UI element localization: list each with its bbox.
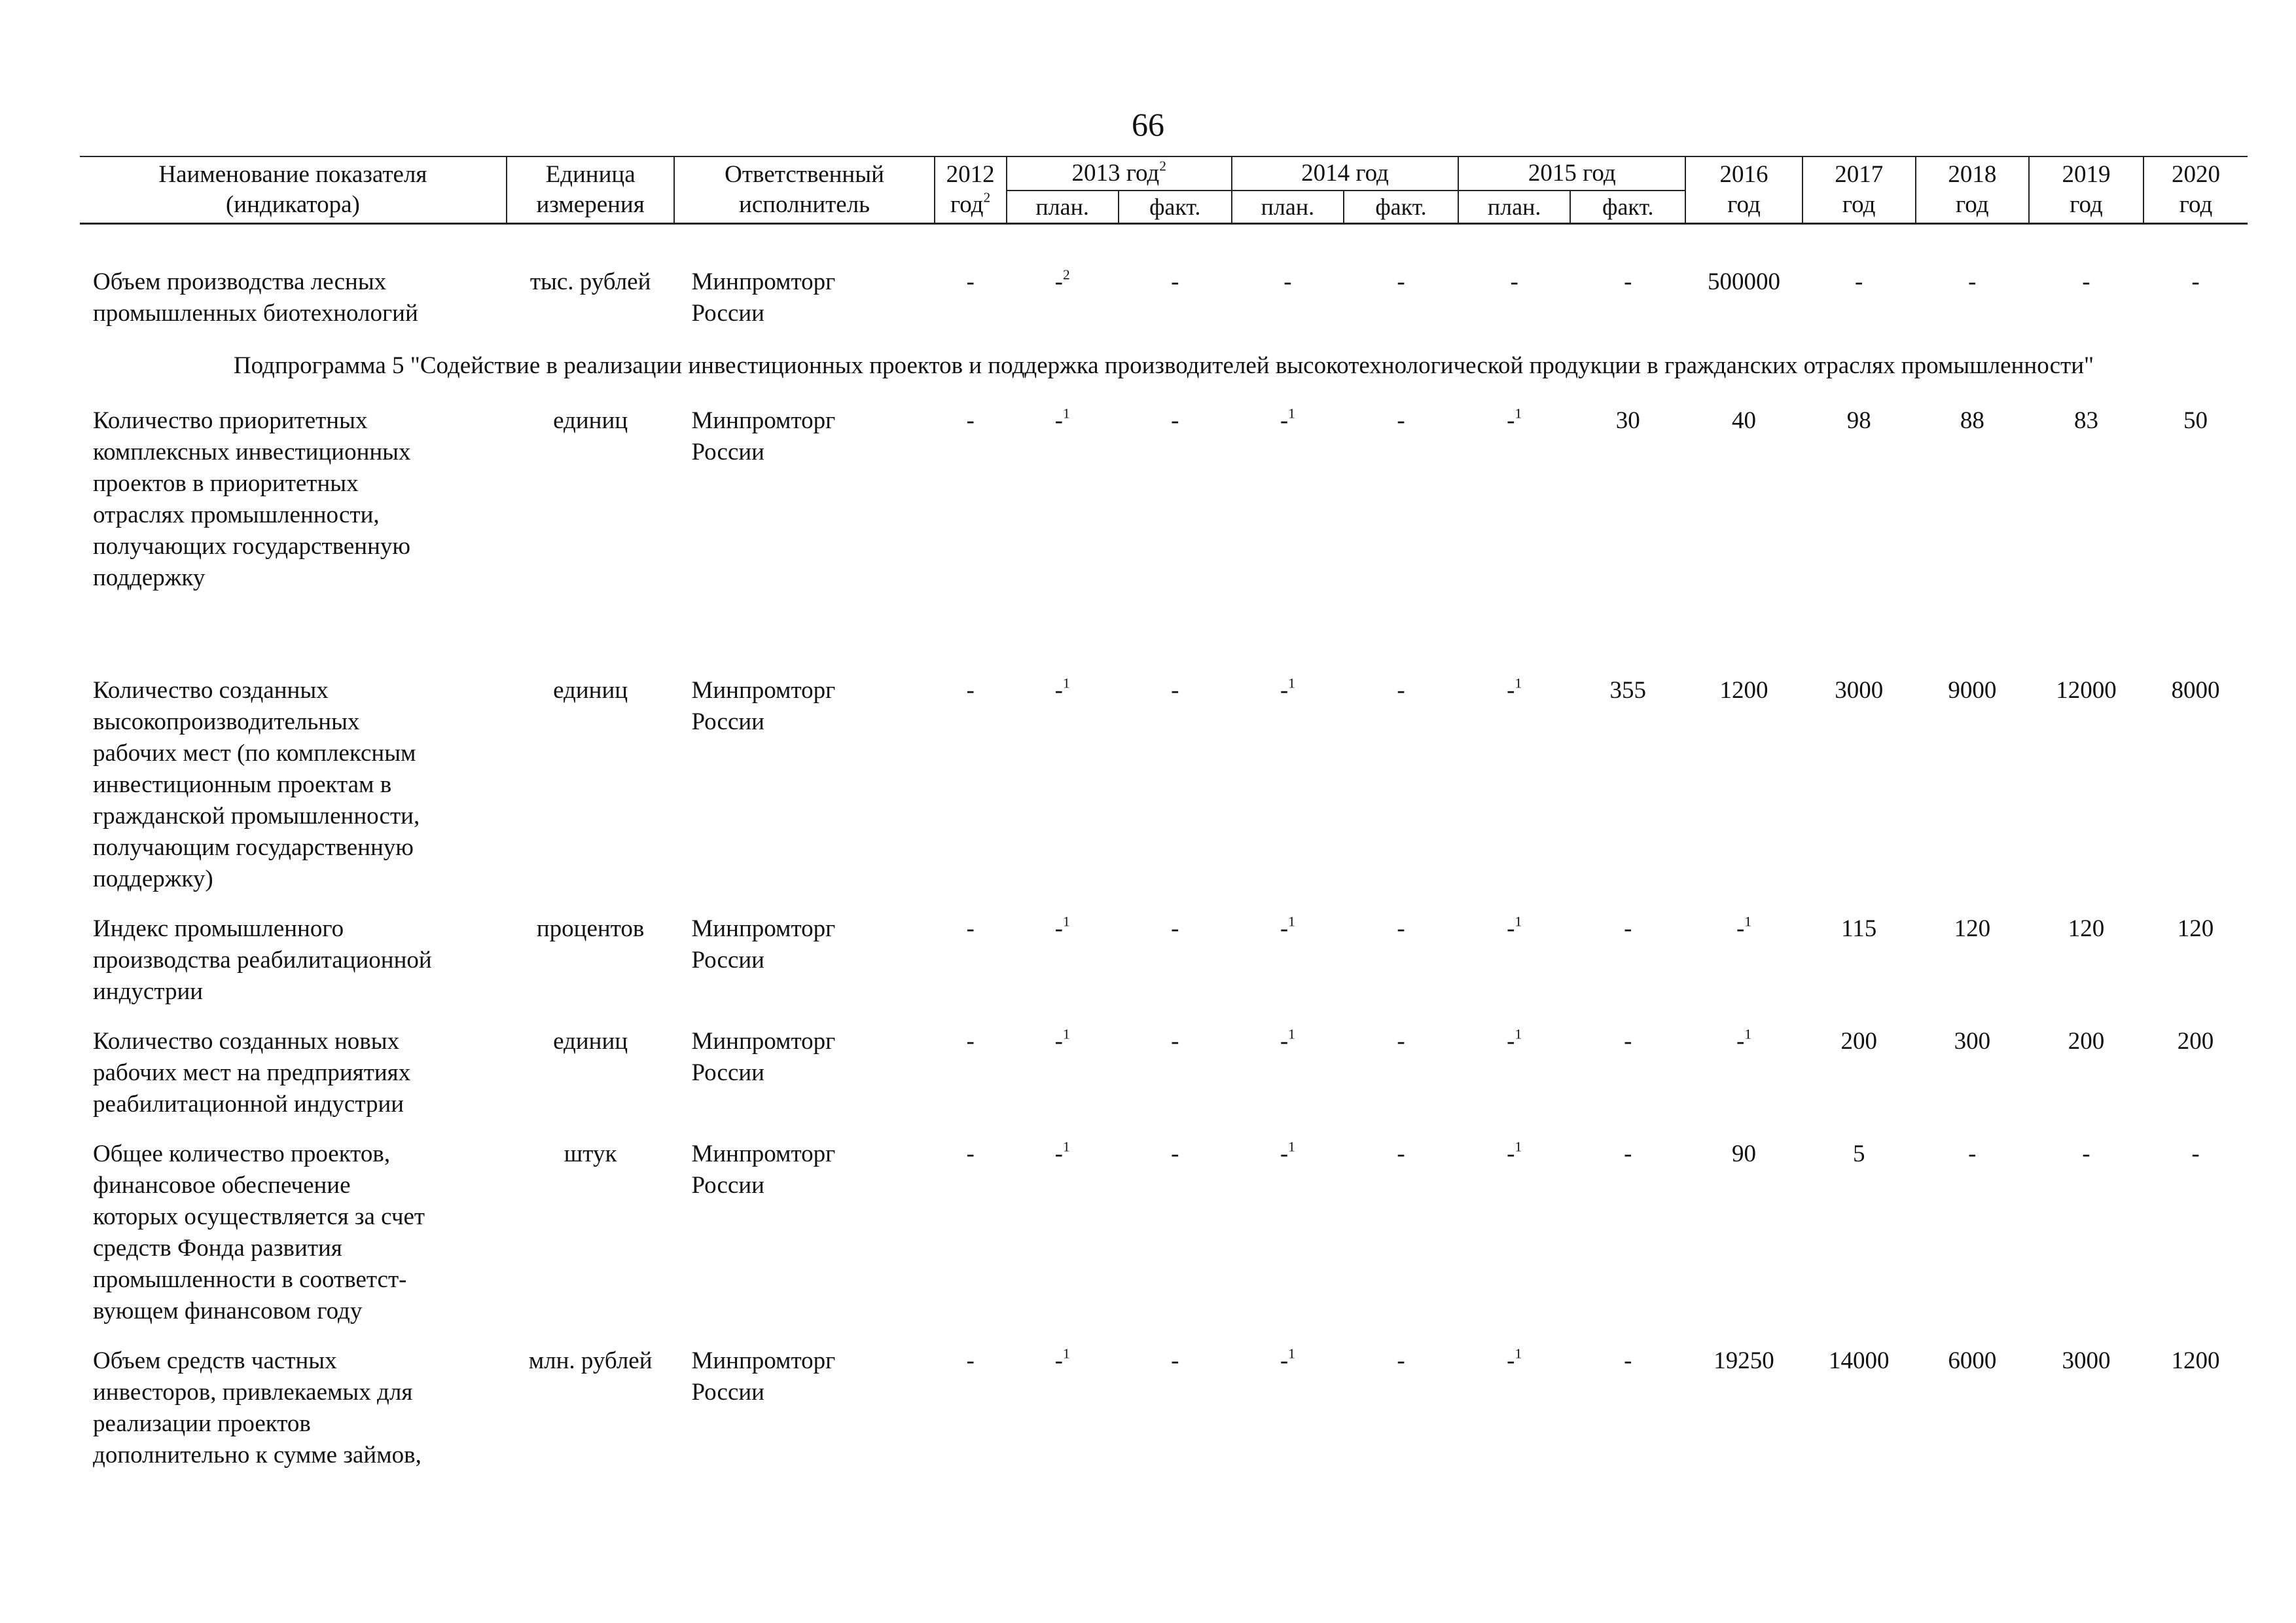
value-2018: 88 xyxy=(1960,407,1984,434)
value-2015-fact: - xyxy=(1624,915,1632,942)
subprogram-row xyxy=(80,338,2248,396)
header-2015-fact: факт. xyxy=(1570,191,1685,224)
value-2014-fact: - xyxy=(1397,1347,1405,1374)
indicator-name: Количество созданных высокопроизводительных рабочих мест (по комплексным инвестиционным проектам в гражданской промышленности, получающим государственную поддержку) xyxy=(93,677,420,892)
value-2012: - xyxy=(966,677,975,704)
indicator-name: Объем производства лесных промышленных биотехнологий xyxy=(93,268,418,327)
value-2017: 98 xyxy=(1846,407,1871,434)
header-2014-plan: план. xyxy=(1232,191,1344,224)
table-row xyxy=(80,1129,2248,1336)
value-2018: - xyxy=(1968,1140,1977,1167)
indicator-name: Количество созданных новых рабочих мест на предприятиях реабилитационной индустрии xyxy=(93,1028,411,1118)
value-2013-fact: - xyxy=(1171,268,1179,295)
value-2016: 19250 xyxy=(1713,1347,1774,1374)
value-2014-plan: - xyxy=(1283,268,1292,295)
header-2016: 2016 год xyxy=(1685,156,1802,224)
header-2014-fact: факт. xyxy=(1344,191,1458,224)
indicator-unit: единиц xyxy=(553,407,628,434)
value-2014-plan: -$^1$ xyxy=(1280,1026,1295,1055)
value-2012: - xyxy=(966,1140,975,1167)
value-2019: 3000 xyxy=(2062,1347,2111,1374)
value-2017: 200 xyxy=(1840,1028,1877,1055)
indicators-table xyxy=(80,156,2248,1480)
value-2020: - xyxy=(2191,1140,2200,1167)
indicator-name: Общее количество проектов, финансовое обеспечение которых осуществляется за счет средств Фонда развития промышленности в соответст- вующем финансовом году xyxy=(93,1140,425,1324)
value-2018: 9000 xyxy=(1948,677,1997,704)
value-2014-fact: - xyxy=(1397,1140,1405,1167)
table-row xyxy=(80,257,2248,338)
value-2014-plan: -$^1$ xyxy=(1280,1345,1295,1374)
header-2013-plan: план. xyxy=(1007,191,1119,224)
value-2017: 5 xyxy=(1852,1140,1865,1167)
value-2018: - xyxy=(1968,268,1977,295)
value-2013-plan: -$^1$ xyxy=(1054,1139,1070,1167)
subprogram-title: Подпрограмма 5 "Содействие в реализации инвестиционных проектов и поддержка производителей высокотехнологической продукции в гражданских отраслях промышленности" xyxy=(233,352,2094,379)
indicator-executor: Минпромторг России xyxy=(691,268,836,327)
header-2018: 2018 год xyxy=(1916,156,2029,224)
value-2015-fact: - xyxy=(1624,1347,1632,1374)
table-row xyxy=(80,904,2248,1017)
value-2014-fact: - xyxy=(1397,407,1405,434)
table-body xyxy=(80,224,2248,1481)
value-2013-fact: - xyxy=(1171,1140,1179,1167)
indicator-unit: единиц xyxy=(553,1028,628,1055)
value-2015-plan: -$^1$ xyxy=(1507,1026,1522,1055)
value-2014-plan: -$^1$ xyxy=(1280,1139,1295,1167)
value-2018: 120 xyxy=(1954,915,1991,942)
indicator-executor: Минпромторг России xyxy=(691,1028,836,1086)
indicator-unit: единиц xyxy=(553,677,628,704)
value-2013-plan: -$^1$ xyxy=(1054,675,1070,704)
value-2013-fact: - xyxy=(1171,1028,1179,1055)
value-2013-plan: -$^1$ xyxy=(1054,913,1070,942)
header-2015-plan: план. xyxy=(1458,191,1570,224)
value-2016: -$^1$ xyxy=(1736,913,1752,942)
value-2014-plan: -$^1$ xyxy=(1280,675,1295,704)
indicator-name: Объем средств частных инвесторов, привлекаемых для реализации проектов дополнительно к сумме займов, xyxy=(93,1347,422,1468)
value-2020: 8000 xyxy=(2171,677,2220,704)
indicator-name: Индекс промышленного производства реабилитационной индустрии xyxy=(93,915,432,1005)
table-row xyxy=(80,666,2248,904)
value-2017: - xyxy=(1855,268,1863,295)
value-2014-plan: -$^1$ xyxy=(1280,913,1295,942)
value-2015-plan: -$^1$ xyxy=(1507,675,1522,704)
indicator-executor: Минпромторг России xyxy=(691,915,836,974)
page-number: 66 xyxy=(1132,106,1164,143)
value-2019: 12000 xyxy=(2056,677,2117,704)
value-2015-plan: -$^1$ xyxy=(1507,1345,1522,1374)
header-executor: Ответственный исполнитель xyxy=(674,156,934,224)
value-2016: 90 xyxy=(1732,1140,1757,1167)
value-2015-fact: - xyxy=(1624,1140,1632,1167)
value-2015-fact: 355 xyxy=(1609,677,1647,704)
indicator-unit: штук xyxy=(564,1140,617,1167)
header-2013: 2013 год$^2$ xyxy=(1007,156,1232,191)
value-2014-fact: - xyxy=(1397,268,1405,295)
header-2013-fact: факт. xyxy=(1119,191,1232,224)
value-2016: 500000 xyxy=(1708,268,1781,295)
indicator-executor: Минпромторг России xyxy=(691,1140,836,1199)
indicator-name: Количество приоритетных комплексных инвестиционных проектов в приоритетных отраслях промышленности, получающих государственную поддержку xyxy=(93,407,411,591)
value-2014-plan: -$^1$ xyxy=(1280,405,1295,434)
value-2015-plan: -$^1$ xyxy=(1507,1139,1522,1167)
value-2012: - xyxy=(966,407,975,434)
value-2018: 300 xyxy=(1954,1028,1991,1055)
value-2013-fact: - xyxy=(1171,407,1179,434)
value-2017: 115 xyxy=(1841,915,1877,942)
value-2015-fact: - xyxy=(1624,268,1632,295)
value-2015-fact: 30 xyxy=(1615,407,1640,434)
indicator-executor: Минпромторг России xyxy=(691,677,836,735)
value-2012: - xyxy=(966,268,975,295)
value-2019: 120 xyxy=(2068,915,2105,942)
header-2020: 2020 год xyxy=(2144,156,2248,224)
value-2015-fact: - xyxy=(1624,1028,1632,1055)
value-2019: - xyxy=(2082,268,2090,295)
header-name: Наименование показателя (индикатора) xyxy=(80,156,507,224)
value-2020: 120 xyxy=(2177,915,2214,942)
value-2013-fact: - xyxy=(1171,1347,1179,1374)
table-row xyxy=(80,396,2248,666)
value-2013-fact: - xyxy=(1171,677,1179,704)
table-header xyxy=(80,156,2248,224)
header-2017: 2017 год xyxy=(1803,156,1916,224)
value-2015-plan: -$^1$ xyxy=(1507,913,1522,942)
value-2014-fact: - xyxy=(1397,677,1405,704)
value-2019: - xyxy=(2082,1140,2090,1167)
value-2015-plan: - xyxy=(1510,268,1518,295)
value-2016: 1200 xyxy=(1719,677,1768,704)
value-2017: 3000 xyxy=(1835,677,1884,704)
header-2019: 2019 год xyxy=(2029,156,2144,224)
value-2015-plan: -$^1$ xyxy=(1507,405,1522,434)
value-2012: - xyxy=(966,1347,975,1374)
value-2020: 1200 xyxy=(2171,1347,2220,1374)
value-2013-fact: - xyxy=(1171,915,1179,942)
value-2014-fact: - xyxy=(1397,1028,1405,1055)
value-2016: -$^1$ xyxy=(1736,1026,1752,1055)
indicator-executor: Минпромторг России xyxy=(691,1347,836,1406)
value-2013-plan: -$^2$ xyxy=(1054,266,1070,295)
table-row xyxy=(80,1336,2248,1480)
header-2012: 2012 год$^2$ xyxy=(935,156,1007,224)
value-2013-plan: -$^1$ xyxy=(1054,1345,1070,1374)
value-2020: - xyxy=(2191,268,2200,295)
value-2019: 200 xyxy=(2068,1028,2105,1055)
indicator-unit: млн. рублей xyxy=(528,1347,653,1374)
value-2016: 40 xyxy=(1732,407,1757,434)
table-row xyxy=(80,1017,2248,1129)
header-2015: 2015 год xyxy=(1458,156,1685,191)
value-2019: 83 xyxy=(2073,407,2098,434)
value-2014-fact: - xyxy=(1397,915,1405,942)
indicator-executor: Минпромторг России xyxy=(691,407,836,465)
value-2013-plan: -$^1$ xyxy=(1054,1026,1070,1055)
value-2017: 14000 xyxy=(1828,1347,1890,1374)
indicator-unit: тыс. рублей xyxy=(529,268,651,295)
value-2020: 200 xyxy=(2177,1028,2214,1055)
value-2020: 50 xyxy=(2183,407,2208,434)
value-2013-plan: -$^1$ xyxy=(1054,405,1070,434)
value-2012: - xyxy=(966,1028,975,1055)
header-2014: 2014 год xyxy=(1232,156,1458,191)
header-unit: Единица измерения xyxy=(507,156,675,224)
value-2018: 6000 xyxy=(1948,1347,1997,1374)
value-2012: - xyxy=(966,915,975,942)
indicator-unit: процентов xyxy=(536,915,645,942)
